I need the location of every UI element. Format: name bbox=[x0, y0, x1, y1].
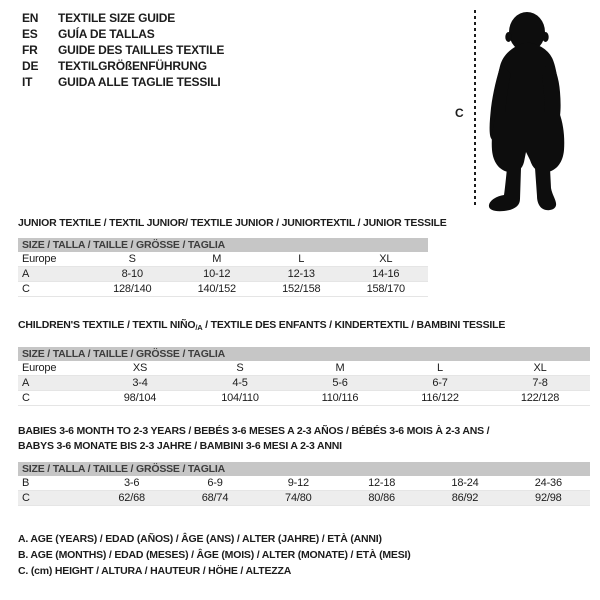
table-cell: 12-18 bbox=[340, 476, 423, 491]
table-cell: 74/80 bbox=[257, 491, 340, 506]
babies-title-line1: BABIES 3-6 MONTH TO 2-3 YEARS / BEBÉS 3-6 MESES A 2-3 AÑOS / BÉBÉS 3-6 MOIS À 2-3 ANS / bbox=[18, 425, 490, 437]
lang-row-it bbox=[22, 74, 224, 90]
lang-row-de bbox=[22, 58, 224, 74]
lang-code: IT bbox=[22, 75, 33, 89]
table-row-age bbox=[18, 376, 590, 391]
table-cell: 18-24 bbox=[423, 476, 506, 491]
babies-table-title bbox=[18, 424, 489, 454]
table-cell: 98/104 bbox=[90, 391, 190, 406]
table-cell: 92/98 bbox=[507, 491, 590, 506]
table-cell: 4-5 bbox=[190, 376, 290, 391]
table-cell: 3-6 bbox=[90, 476, 173, 491]
babies-title-line2: BABYS 3-6 MONATE BIS 2-3 JAHRE / BAMBINI 3-6 MESI A 2-3 ANNI bbox=[18, 440, 342, 452]
lang-title: GUÍA DE TALLAS bbox=[58, 27, 155, 41]
lang-title: GUIDE DES TAILLES TEXTILE bbox=[58, 43, 225, 57]
table-cell: L bbox=[390, 361, 490, 376]
lang-code: DE bbox=[22, 59, 39, 73]
children-title-post: / TEXTILE DES ENFANTS / KINDERTEXTIL / BAMBINI TESSILE bbox=[202, 319, 506, 331]
table-cell: 24-36 bbox=[507, 476, 590, 491]
table-cell: 5-6 bbox=[290, 376, 390, 391]
language-title-list bbox=[22, 10, 224, 90]
row-label: A bbox=[18, 267, 90, 282]
table-cell: 3-4 bbox=[90, 376, 190, 391]
row-label: A bbox=[18, 376, 90, 391]
children-size-table bbox=[18, 347, 590, 406]
junior-table-title: JUNIOR TEXTILE / TEXTIL JUNIOR/ TEXTILE JUNIOR / JUNIORTEXTIL / JUNIOR TESSILE bbox=[18, 217, 447, 229]
table-cell: 62/68 bbox=[90, 491, 173, 506]
lang-code: ES bbox=[22, 27, 38, 41]
table-cell: 116/122 bbox=[390, 391, 490, 406]
junior-size-table bbox=[18, 238, 428, 297]
table-row-height bbox=[18, 391, 590, 406]
lang-row-es bbox=[22, 26, 224, 42]
size-header-row bbox=[18, 347, 590, 361]
table-cell: L bbox=[259, 252, 344, 267]
size-header-row bbox=[18, 238, 428, 252]
footnote-b: B. AGE (MONTHS) / EDAD (MESES) / ÂGE (MOIS) / ALTER (MONATE) / ETÀ (MESI) bbox=[18, 549, 411, 561]
lang-code: EN bbox=[22, 11, 39, 25]
table-cell: 12-13 bbox=[259, 267, 344, 282]
footnote-a: A. AGE (YEARS) / EDAD (AÑOS) / ÂGE (ANS) / ALTER (JAHRE) / ETÀ (ANNI) bbox=[18, 533, 382, 545]
table-cell: 86/92 bbox=[423, 491, 506, 506]
table-cell: S bbox=[90, 252, 175, 267]
size-header-row bbox=[18, 462, 590, 476]
table-cell: 68/74 bbox=[173, 491, 256, 506]
table-row-height bbox=[18, 282, 428, 297]
table-row-europe bbox=[18, 252, 428, 267]
table-cell: S bbox=[190, 361, 290, 376]
lang-title: TEXTILE SIZE GUIDE bbox=[58, 11, 176, 25]
table-cell: 8-10 bbox=[90, 267, 175, 282]
footnote-legend bbox=[18, 531, 411, 579]
row-label: Europe bbox=[18, 252, 90, 267]
table-cell: 122/128 bbox=[490, 391, 590, 406]
table-row-age bbox=[18, 267, 428, 282]
lang-row-en bbox=[22, 10, 224, 26]
size-header: SIZE / TALLA / TAILLE / GRÖSSE / TAGLIA bbox=[18, 238, 428, 252]
footnote-c: C. (cm) HEIGHT / ALTURA / HAUTEUR / HÖHE / ALTEZZA bbox=[18, 565, 292, 577]
row-label: C bbox=[18, 391, 90, 406]
table-cell: 80/86 bbox=[340, 491, 423, 506]
row-label: Europe bbox=[18, 361, 90, 376]
table-cell: M bbox=[290, 361, 390, 376]
height-measure-label: C bbox=[455, 106, 464, 120]
lang-title: GUIDA ALLE TAGLIE TESSILI bbox=[58, 75, 221, 89]
table-cell: 104/110 bbox=[190, 391, 290, 406]
table-cell: 10-12 bbox=[175, 267, 260, 282]
baby-silhouette-icon bbox=[487, 4, 600, 212]
height-dashed-line bbox=[474, 10, 476, 207]
table-cell: XS bbox=[90, 361, 190, 376]
table-cell: 9-12 bbox=[257, 476, 340, 491]
lang-code: FR bbox=[22, 43, 38, 57]
row-label: C bbox=[18, 282, 90, 297]
lang-title: TEXTILGRÖßENFÜHRUNG bbox=[58, 59, 207, 73]
table-cell: XL bbox=[344, 252, 429, 267]
babies-size-table bbox=[18, 462, 590, 506]
table-row-height bbox=[18, 491, 590, 506]
table-row-age-months bbox=[18, 476, 590, 491]
row-label: C bbox=[18, 491, 90, 506]
table-cell: M bbox=[175, 252, 260, 267]
children-title-sub: /A bbox=[195, 323, 203, 332]
table-cell: 158/170 bbox=[344, 282, 429, 297]
lang-row-fr bbox=[22, 42, 224, 58]
table-cell: 128/140 bbox=[90, 282, 175, 297]
size-header: SIZE / TALLA / TAILLE / GRÖSSE / TAGLIA bbox=[18, 347, 590, 361]
table-cell: 6-7 bbox=[390, 376, 490, 391]
children-table-title bbox=[18, 318, 505, 335]
table-cell: XL bbox=[490, 361, 590, 376]
table-row-europe bbox=[18, 361, 590, 376]
table-cell: 6-9 bbox=[173, 476, 256, 491]
row-label: B bbox=[18, 476, 90, 491]
size-header: SIZE / TALLA / TAILLE / GRÖSSE / TAGLIA bbox=[18, 462, 590, 476]
table-cell: 110/116 bbox=[290, 391, 390, 406]
table-cell: 14-16 bbox=[344, 267, 429, 282]
table-cell: 7-8 bbox=[490, 376, 590, 391]
table-cell: 152/158 bbox=[259, 282, 344, 297]
table-cell: 140/152 bbox=[175, 282, 260, 297]
children-title-pre: CHILDREN'S TEXTILE / TEXTIL NIÑO bbox=[18, 319, 196, 331]
